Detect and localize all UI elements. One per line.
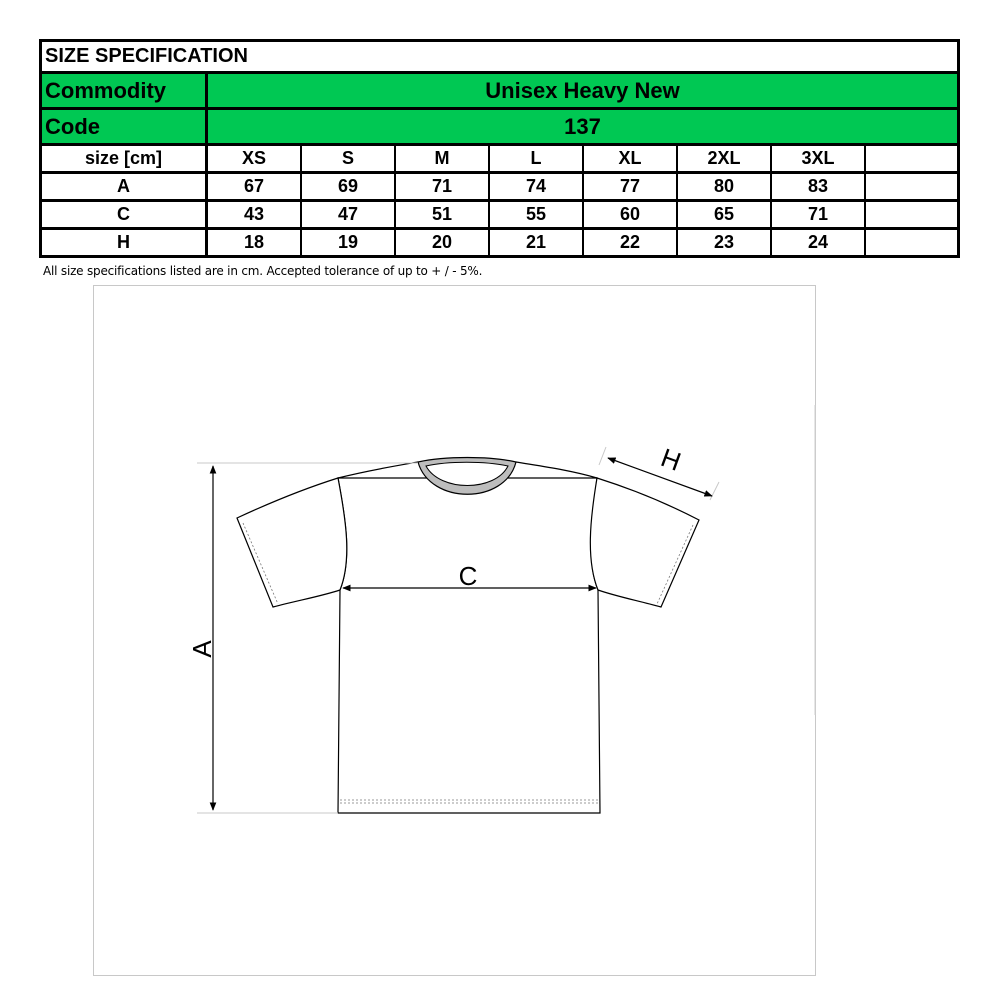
table-cell: 47 bbox=[302, 202, 394, 227]
table-cell: 71 bbox=[396, 174, 488, 199]
table-cell: 21 bbox=[490, 230, 582, 255]
size-header-cell: XS bbox=[208, 146, 300, 171]
label-h: H bbox=[657, 442, 686, 477]
table-cell: 55 bbox=[490, 202, 582, 227]
table-cell: 74 bbox=[490, 174, 582, 199]
table-cell: 77 bbox=[584, 174, 676, 199]
table-cell: 67 bbox=[208, 174, 300, 199]
row-label: A bbox=[42, 174, 205, 199]
table-cell: 69 bbox=[302, 174, 394, 199]
size-header-label: size [cm] bbox=[42, 146, 205, 171]
table-cell: 22 bbox=[584, 230, 676, 255]
table-cell: 83 bbox=[772, 174, 864, 199]
row-label: C bbox=[42, 202, 205, 227]
label-c: C bbox=[458, 561, 478, 591]
table-cell: 20 bbox=[396, 230, 488, 255]
size-header-cell: L bbox=[490, 146, 582, 171]
table-cell: 65 bbox=[678, 202, 770, 227]
tshirt-outline bbox=[237, 462, 699, 813]
table-cell: 71 bbox=[772, 202, 864, 227]
size-header-cell: 2XL bbox=[678, 146, 770, 171]
row-label: H bbox=[42, 230, 205, 255]
table-cell: 18 bbox=[208, 230, 300, 255]
table-cell: 51 bbox=[396, 202, 488, 227]
table-title: SIZE SPECIFICATION bbox=[42, 42, 957, 71]
size-header-cell: 3XL bbox=[772, 146, 864, 171]
table-cell: 80 bbox=[678, 174, 770, 199]
code-label: Code bbox=[42, 110, 205, 143]
code-value: 137 bbox=[208, 110, 957, 143]
commodity-label: Commodity bbox=[42, 74, 205, 107]
size-header-cell: M bbox=[396, 146, 488, 171]
commodity-value: Unisex Heavy New bbox=[208, 74, 957, 107]
table-cell: 19 bbox=[302, 230, 394, 255]
tolerance-note: All size specifications listed are in cm. Accepted tolerance of up to + / - 5%. bbox=[43, 264, 483, 278]
size-header-cell: S bbox=[302, 146, 394, 171]
table-cell: 43 bbox=[208, 202, 300, 227]
table-cell: 60 bbox=[584, 202, 676, 227]
size-header-cell: XL bbox=[584, 146, 676, 171]
table-cell: 24 bbox=[772, 230, 864, 255]
table-cell: 23 bbox=[678, 230, 770, 255]
label-a: A bbox=[187, 640, 217, 658]
